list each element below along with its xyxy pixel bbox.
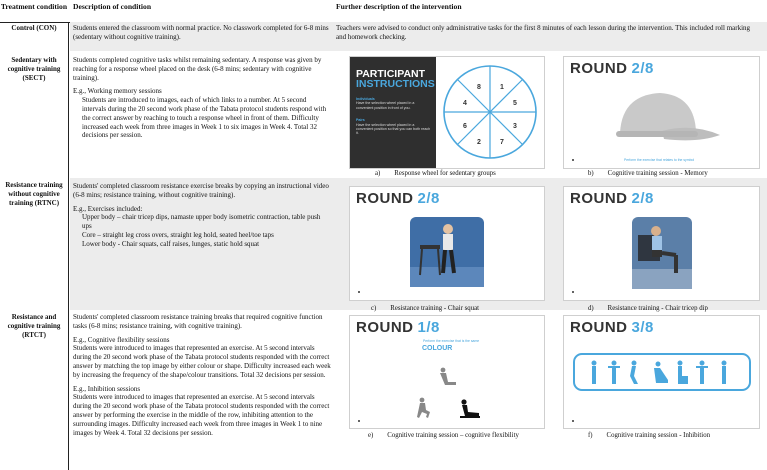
round-label bbox=[570, 190, 654, 207]
round-number: 1/8 bbox=[417, 319, 440, 336]
wheel-number: 7 bbox=[500, 139, 504, 146]
round-label bbox=[570, 60, 654, 77]
column-divider bbox=[68, 310, 69, 470]
row-rtnc bbox=[0, 178, 767, 310]
slide-dot bbox=[572, 291, 574, 293]
row-rtct bbox=[0, 310, 767, 470]
caption-text: Resistance training - Chair tricep dip bbox=[607, 305, 708, 312]
figure-e-slide bbox=[349, 315, 545, 429]
condition-name: Resistance training without cognitive training (RTNC) bbox=[5, 181, 63, 207]
example-heading: E.g., Working memory sessions bbox=[73, 87, 162, 96]
round-word: ROUND bbox=[356, 319, 414, 336]
wheel-number: 5 bbox=[513, 100, 517, 107]
figure-a-slide bbox=[349, 56, 545, 169]
round-number: 2/8 bbox=[631, 190, 654, 207]
slide-dot bbox=[358, 420, 360, 422]
instructions-title bbox=[356, 69, 435, 89]
caption-text: Resistance training - Chair squat bbox=[390, 305, 479, 312]
condition-description bbox=[73, 182, 331, 249]
condition-name: Sedentary with cognitive training (SECT) bbox=[7, 56, 61, 82]
exercise-figures bbox=[350, 316, 544, 428]
wheel-number: 2 bbox=[477, 139, 481, 146]
condition-name: Control (CON) bbox=[11, 24, 57, 32]
round-word: ROUND bbox=[356, 190, 414, 207]
figure-f-slide bbox=[563, 315, 760, 429]
figure-a-caption bbox=[375, 170, 496, 177]
figure-d-slide bbox=[563, 186, 760, 301]
round-word: ROUND bbox=[570, 319, 628, 336]
example-heading: E.g., Inhibition sessions bbox=[73, 384, 141, 393]
condition-description: Students entered the classroom with normal practice. No classwork completed for 6-8 mins (sedentary without cognitive training). bbox=[73, 24, 329, 41]
example-detail: Students are introduced to images, each of which links to a number. At 5 second intervals during the 20 second work phase of the Tabata protocol students respond with the correct answer by reaching to touch a response wheel in front of them. Difficulty increased each week from three images in Week 1 to six images in Week 4. Total 32 decisions per session. bbox=[82, 96, 327, 140]
top-figure bbox=[440, 368, 456, 385]
figure-b-caption bbox=[588, 170, 708, 177]
column-divider bbox=[68, 51, 69, 178]
exercise-core: Core – straight leg cross overs, straight leg hold, seated heel/toe taps bbox=[82, 230, 274, 239]
caption-text: Cognitive training session - Inhibition bbox=[606, 432, 710, 439]
slide-instruction: Perform the exercise that relates to the symbol bbox=[624, 158, 695, 162]
condition-description bbox=[73, 56, 331, 145]
wheel-number: 4 bbox=[463, 100, 467, 107]
title-line-1: PARTICIPANT bbox=[356, 68, 426, 80]
caption-letter: f) bbox=[588, 432, 593, 439]
condition-name: Resistance and cognitive training (RTCT) bbox=[7, 313, 61, 339]
colour-label: COLOUR bbox=[422, 345, 453, 352]
column-divider bbox=[68, 22, 69, 51]
caption-letter: c) bbox=[371, 305, 377, 312]
caption-letter: b) bbox=[588, 170, 594, 177]
description-text: Students completed cognitive tasks whilst remaining sedentary. A response was given by reaching for a response wheel placed on the desk (6-8 mins; sedentary with cognitive training). bbox=[73, 56, 322, 82]
row-con bbox=[0, 22, 767, 51]
response-wheel bbox=[436, 57, 544, 168]
round-word: ROUND bbox=[570, 60, 628, 77]
wheel-number: 6 bbox=[463, 123, 467, 130]
wheel-number: 8 bbox=[477, 84, 481, 91]
exercise-upper: Upper body – chair tricep dips, namaste upper body isometric contraction, table push ups bbox=[82, 213, 321, 231]
figure-c-slide bbox=[349, 186, 545, 301]
example-heading: E.g., Exercises included: bbox=[73, 204, 143, 213]
inhibition-row bbox=[572, 352, 752, 392]
condition-description bbox=[73, 313, 331, 442]
figure-f-caption bbox=[588, 432, 710, 439]
round-label bbox=[356, 190, 440, 207]
column-divider bbox=[68, 178, 69, 310]
caption-text: Response wheel for sedentary groups bbox=[394, 170, 496, 177]
header-description: Description of condition bbox=[73, 2, 152, 11]
sub-pairs: Pairs bbox=[356, 118, 365, 123]
header-further: Further description of the intervention bbox=[336, 2, 462, 11]
sub-individuals: Individuals bbox=[356, 97, 375, 101]
further-description: Teachers were advised to conduct only administrative tasks for the first 8 minutes of each lesson during the intervention. This included roll marking and homework checking. bbox=[336, 24, 751, 41]
exercise-lower: Lower body - Chair squats, calf raises, lunges, static hold squat bbox=[82, 239, 260, 248]
description-text: Students' completed classroom resistance exercise breaks by copying an instructional video (6-8 mins; resistance training, without cognitive training). bbox=[73, 182, 329, 199]
tricep-dip-photo bbox=[632, 217, 692, 289]
chair-squat-photo bbox=[410, 217, 484, 287]
text-pairs: Have the selection wheel placed in a convenient position so that you can both reach it. bbox=[356, 122, 431, 136]
figure-e-caption bbox=[368, 432, 519, 439]
example-detail: Students were introduced to images that represented an exercise. At 5 second intervals during the 20 second work phase of the Tabata protocol students responded with the correct answer by performing the exercise in the middle of the row, inhibiting attention to the surrounding images. Difficulty increased each week from three images in Week 1 to nine images by Week 4. Total 32 decisions per session. bbox=[73, 393, 330, 437]
instructions-panel bbox=[350, 57, 436, 168]
cap-image bbox=[602, 85, 722, 155]
row-sect bbox=[0, 51, 767, 178]
caption-letter: d) bbox=[588, 305, 594, 312]
caption-text: Cognitive training session - Memory bbox=[607, 170, 708, 177]
text-individuals: Have the selection wheel placed in a convenient position in front of you. bbox=[356, 101, 415, 110]
slide-dot bbox=[572, 420, 574, 422]
wheel-number: 3 bbox=[513, 123, 517, 130]
round-label bbox=[570, 319, 654, 336]
figure-b-slide bbox=[563, 56, 760, 169]
caption-letter: a) bbox=[375, 170, 381, 177]
right-figure bbox=[460, 399, 480, 418]
slide-dot bbox=[358, 291, 360, 293]
caption-text: Cognitive training session – cognitive flexibility bbox=[387, 432, 519, 439]
round-number: 2/8 bbox=[631, 60, 654, 77]
left-figure bbox=[417, 398, 430, 418]
round-number: 3/8 bbox=[631, 319, 654, 336]
table-header bbox=[0, 0, 767, 23]
round-number: 2/8 bbox=[417, 190, 440, 207]
wheel-number: 1 bbox=[500, 84, 504, 91]
instructions-body bbox=[356, 97, 432, 136]
title-line-2: INSTRUCTIONS bbox=[356, 78, 435, 90]
slide-dot bbox=[572, 159, 574, 161]
caption-letter: e) bbox=[368, 432, 374, 439]
description-text: Students' completed classroom resistance training breaks that required cognitive function tasks (6-8 mins; resistance training, with cognitive training). bbox=[73, 313, 323, 330]
header-treatment: Treatment condition bbox=[0, 2, 68, 11]
slide-instruction: Perform the exercise that is the same bbox=[423, 339, 480, 343]
example-detail: Students were introduced to images that represented an exercise. At 5 second intervals during the 20 second work phase of the Tabata protocol students responded with the correct answer by matching the top image by either colour or shape. Difficulty increased each week by increasing the frequency of the shape/colour transitions. Total 32 decisions per session. bbox=[73, 344, 331, 379]
round-word: ROUND bbox=[570, 190, 628, 207]
example-heading: E.g., Cognitive flexibility sessions bbox=[73, 335, 170, 344]
